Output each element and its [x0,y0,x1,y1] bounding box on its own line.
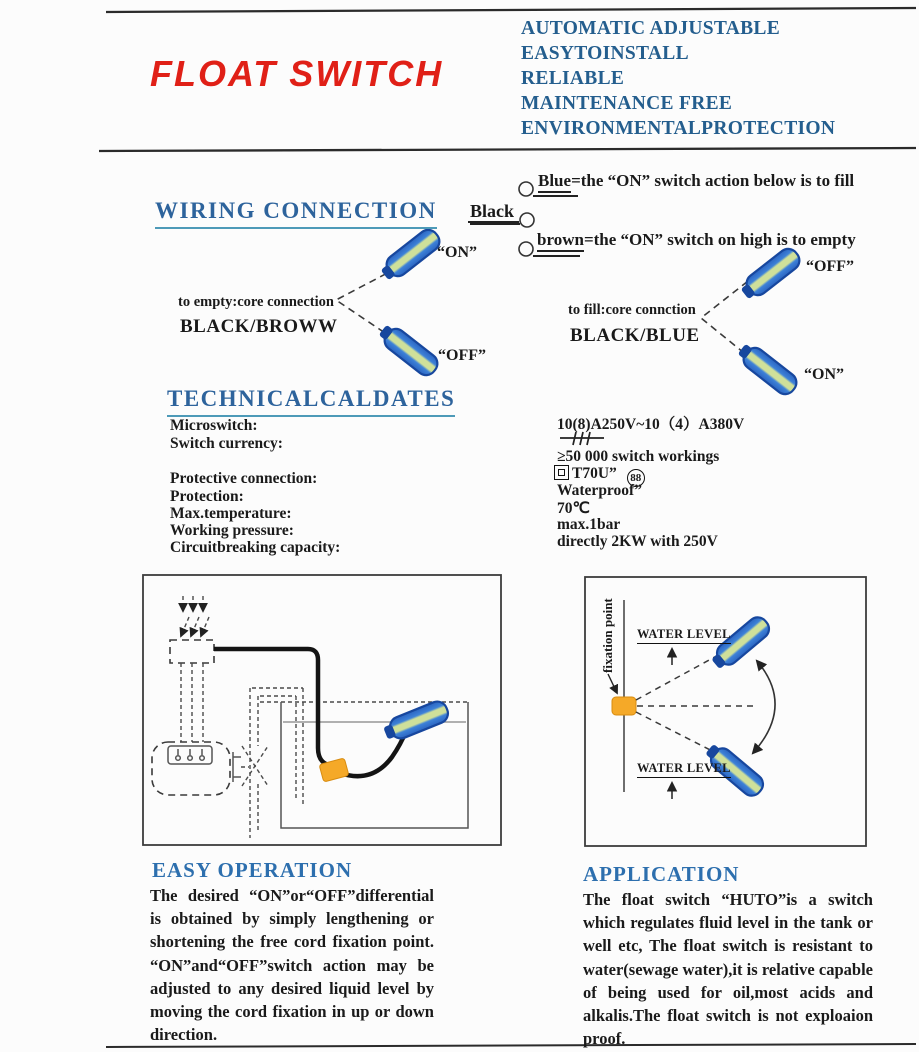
off-label-right: “OFF” [806,258,854,275]
tech-label: Max.temperature: [170,505,292,522]
swing-arc-arrow [753,661,775,753]
on-label-right: “ON” [804,366,844,383]
feature-item: MAINTENANCE FREE [521,93,733,114]
valve-icon [241,746,268,786]
float-switch-icon [738,245,804,303]
feature-item: RELIABLE [521,68,625,89]
float-switch-icon [376,321,442,379]
tech-label: Protective connection: [170,470,318,487]
cert-88-icon: 88 [627,469,645,487]
float-switch-icon [382,699,451,744]
feature-item: EASYTOINSTALL [521,43,689,64]
water-level-bottom-label: WATER LEVEL [637,761,731,778]
fixation-diagram [585,577,866,846]
fixation-point-label: fixation point [600,598,615,673]
tech-value-microswitch: 10(8)A250V~10（4）A380V [557,416,745,433]
fill-caption: to fill:core connction [568,302,696,318]
top-rule [106,8,916,12]
tech-value-capacity: directly 2KW with 250V [557,533,718,550]
tech-label: Working pressure: [170,522,294,539]
wiring-diagram-empty [336,226,443,379]
legend-brown: brown=the “ON” switch on high is to empty [537,230,856,250]
feature-list [521,16,835,141]
application-text: The float switch “HUTO”is a switch which regulates fluid level in the tank or well etc, The float switch is resistant to water(sewage water),it is relative capable of being used for oil,most acids and alkalis.The float switch is not exploaion proof. [583,890,873,1049]
easy-operation-text: The desired “ON”or“OFF”differential is obtained by simply lengthening or shortening the free cord fixation point. “ON”and“OFF”switch action may be adjusted to any desired liquid level by moving the cord fixation in up or down direction. [150,886,434,1045]
feature-item: ENVIRONMENTALPROTECTION [521,118,836,139]
wiring-diagram-fill [701,245,803,398]
tech-value-pressure: max.1bar [557,516,621,533]
off-label-left: “OFF” [438,347,486,364]
tech-label: Protection: [170,488,244,505]
brown-wire-label: brown [537,230,584,252]
fixation-point-icon [612,697,636,715]
tech-value-protection: Waterproof” [557,482,642,499]
float-switch-icon [735,340,801,398]
empty-caption: to empty:core connection [178,294,334,310]
cable [214,649,331,767]
tech-label: Microswitch: [170,417,258,434]
header-rule [99,148,916,151]
float-switch-icon [378,226,444,284]
wiring-connection-heading: WIRING CONNECTION [155,198,437,229]
double-square-icon [554,465,569,480]
blue-wire-label: Blue [538,171,571,193]
tech-value-maxtemp: 70℃ [557,500,590,517]
fill-cores: BLACK/BLUE [570,325,700,346]
tech-label: Switch currency: [170,435,283,452]
application-heading: APPLICATION [583,862,740,886]
technical-heading: TECHNICALCALDATES [167,386,455,417]
tech-value-protective: T70U” 88 [554,465,645,487]
installation-diagram [143,575,501,845]
pump-motor-icon [152,742,230,795]
product-title: FLOAT SWITCH [150,53,444,94]
tech-value-workings: ≥50 000 switch workings [557,448,720,465]
feature-item: AUTOMATIC ADJUSTABLE [521,18,781,39]
empty-cores: BLACK/BROWW [180,316,338,337]
tech-label: Circuitbreaking capacity: [170,539,341,556]
black-wire-label: Black [470,201,520,225]
legend-blue: Blue=the “ON” switch action below is to fill [538,171,854,191]
water-level-top-label: WATER LEVEL [637,627,731,644]
on-label-left: “ON” [437,244,477,261]
easy-operation-heading: EASY OPERATION [152,858,353,882]
